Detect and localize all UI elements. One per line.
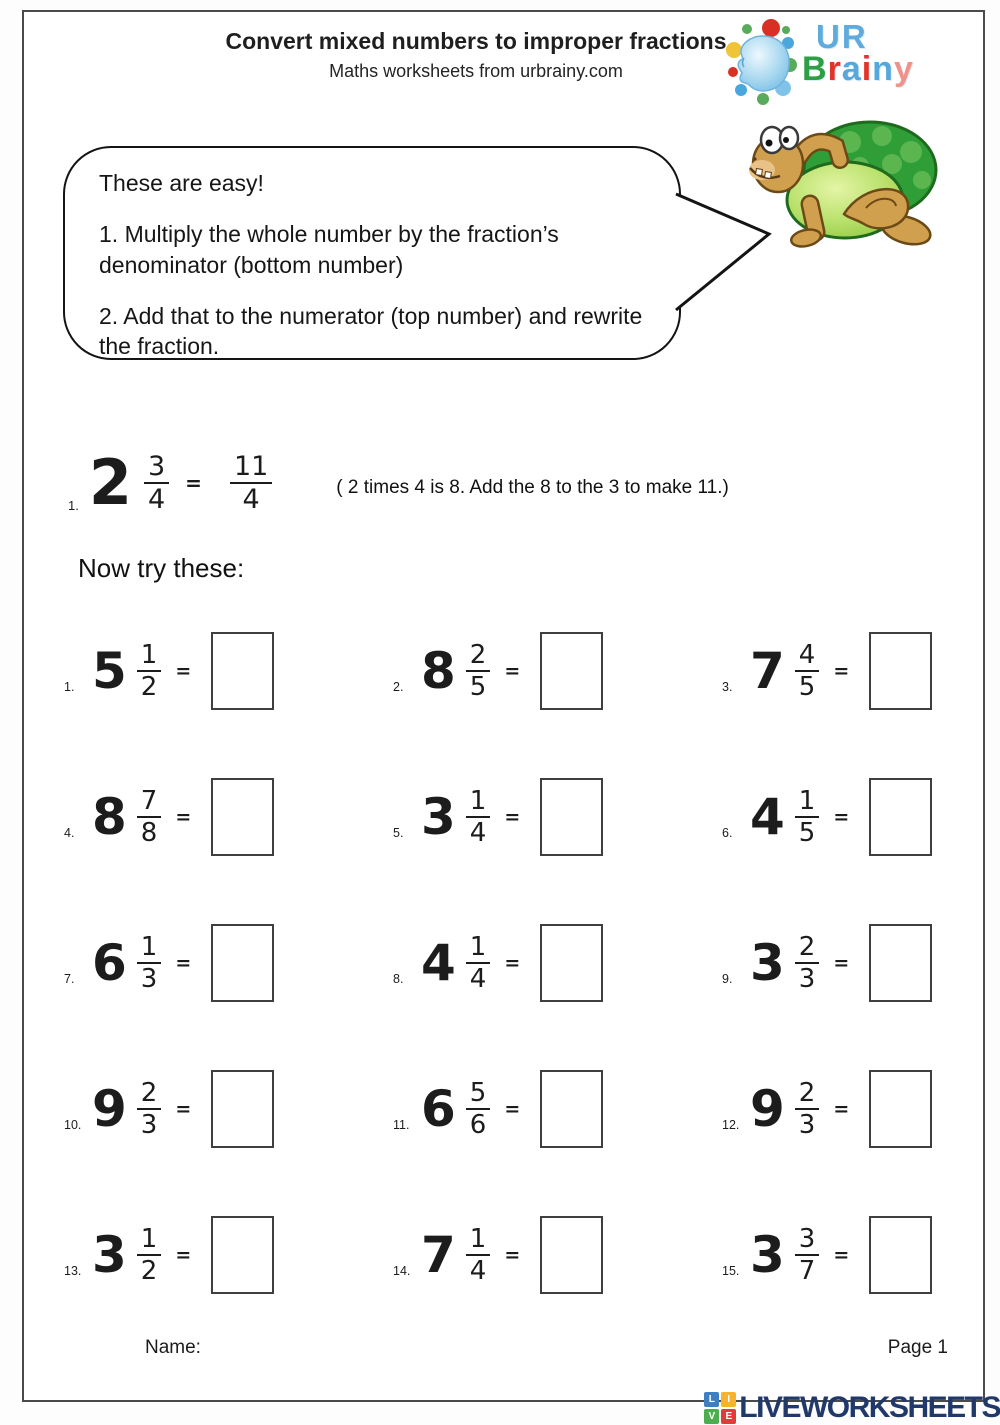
bubble-step2-text: 2. Add that to the numerator (top number) and rewrite the fraction. (99, 303, 643, 360)
equals-sign: = (504, 806, 521, 828)
problem-number: 5. (393, 826, 404, 840)
speech-bubble-tail (675, 186, 775, 318)
answer-box[interactable] (869, 778, 932, 856)
fraction-denominator: 4 (469, 1256, 487, 1286)
brand-letter: y (893, 50, 914, 88)
problem-whole-number: 9 (750, 1080, 785, 1138)
brand-letter: i (861, 50, 873, 88)
fraction-numerator: 1 (795, 788, 820, 818)
bubble-intro-text: These are easy! (99, 170, 264, 196)
problem-fraction (795, 1226, 820, 1284)
problem-number: 12. (722, 1118, 740, 1132)
page-number: Page 1 (887, 1337, 948, 1358)
problem-item (64, 778, 292, 856)
problem-number: 3. (722, 680, 733, 694)
equals-sign: = (185, 471, 202, 495)
worksheet-subtitle: Maths worksheets from urbrainy.com (329, 61, 623, 81)
equals-sign: = (175, 806, 192, 828)
fraction-numerator: 1 (466, 934, 491, 964)
brand-letter: B (802, 50, 828, 88)
equals-sign: = (833, 1098, 850, 1120)
worksheet-title: Convert mixed numbers to improper fractions (225, 28, 727, 54)
problem-whole-number: 7 (421, 1226, 456, 1284)
fraction-numerator: 1 (137, 642, 162, 672)
fraction-numerator: 2 (466, 642, 491, 672)
liveworksheets-logo (704, 1392, 1000, 1424)
problem-number: 6. (722, 826, 733, 840)
problem-whole-number: 3 (750, 934, 785, 992)
example-number: 1. (68, 498, 79, 513)
problem-whole-number: 4 (750, 788, 785, 846)
fraction-denominator: 4 (469, 964, 487, 994)
example-fraction (144, 453, 169, 513)
problem-number: 2. (393, 680, 404, 694)
fraction-numerator: 5 (466, 1080, 491, 1110)
urbrainy-logo (726, 16, 941, 114)
problem-number: 11. (393, 1118, 410, 1132)
problem-number: 13. (64, 1264, 82, 1278)
fraction-numerator: 4 (795, 642, 820, 672)
answer-box[interactable] (869, 632, 932, 710)
fraction-denominator: 4 (469, 818, 487, 848)
problem-item (393, 924, 621, 1002)
problem-item (393, 1216, 621, 1294)
answer-box[interactable] (211, 632, 274, 710)
equals-sign: = (175, 952, 192, 974)
fraction-numerator: 1 (466, 788, 491, 818)
problem-fraction (466, 934, 491, 992)
problem-whole-number: 3 (750, 1226, 785, 1284)
answer-box[interactable] (540, 632, 603, 710)
problem-whole-number: 3 (421, 788, 456, 846)
fraction-numerator: 3 (144, 453, 169, 484)
problem-number: 1. (64, 680, 75, 694)
fraction-denominator: 2 (140, 672, 158, 702)
problem-fraction (795, 642, 820, 700)
fraction-numerator: 7 (137, 788, 162, 818)
answer-box[interactable] (540, 1070, 603, 1148)
problems-grid (64, 598, 949, 1328)
problem-item (393, 778, 621, 856)
problem-whole-number: 3 (92, 1226, 127, 1284)
problem-number: 4. (64, 826, 75, 840)
equals-sign: = (175, 660, 192, 682)
problem-number: 15. (722, 1264, 740, 1278)
answer-box[interactable] (211, 1070, 274, 1148)
fraction-denominator: 4 (147, 484, 166, 515)
equals-sign: = (833, 952, 850, 974)
fraction-denominator: 5 (798, 672, 816, 702)
name-label: Name: (145, 1337, 201, 1358)
speech-bubble (63, 146, 681, 360)
problem-number: 14. (393, 1264, 411, 1278)
urbrainy-ur-text: UR (816, 18, 868, 55)
problem-fraction (137, 642, 162, 700)
equals-sign: = (175, 1098, 192, 1120)
problem-whole-number: 4 (421, 934, 456, 992)
problem-item (722, 1216, 950, 1294)
fraction-denominator: 6 (469, 1110, 487, 1140)
fraction-denominator: 8 (140, 818, 158, 848)
fraction-numerator: 2 (795, 1080, 820, 1110)
problem-item (722, 632, 950, 710)
problem-item (64, 1216, 292, 1294)
problem-fraction (795, 934, 820, 992)
equals-sign: = (833, 806, 850, 828)
problem-item (64, 632, 292, 710)
liveworksheets-squares-icon (704, 1392, 736, 1424)
problem-fraction (137, 1226, 162, 1284)
problem-whole-number: 7 (750, 642, 785, 700)
fraction-numerator: 11 (230, 453, 272, 484)
equals-sign: = (504, 1244, 521, 1266)
fraction-numerator: 1 (466, 1226, 491, 1256)
example-result-fraction (230, 453, 272, 513)
bubble-step1-text: 1. Multiply the whole number by the fraction’s denominator (bottom number) (99, 221, 559, 278)
answer-box[interactable] (211, 924, 274, 1002)
problem-fraction (795, 788, 820, 846)
equals-sign: = (504, 952, 521, 974)
equals-sign: = (175, 1244, 192, 1266)
problem-fraction (466, 788, 491, 846)
answer-box[interactable] (540, 1216, 603, 1294)
example-whole-number: 2 (88, 446, 132, 519)
fraction-denominator: 3 (798, 964, 816, 994)
equals-sign: = (833, 660, 850, 682)
problem-number: 9. (722, 972, 733, 986)
lws-square-v: V (704, 1409, 719, 1424)
lws-square-l: L (704, 1392, 719, 1407)
fraction-numerator: 2 (795, 934, 820, 964)
brand-letter: n (872, 50, 894, 88)
fraction-denominator: 5 (798, 818, 816, 848)
example-explanation: ( 2 times 4 is 8. Add the 8 to the 3 to make 11.) (336, 477, 729, 498)
problem-item (722, 1070, 950, 1148)
problem-whole-number: 9 (92, 1080, 127, 1138)
problem-fraction (137, 788, 162, 846)
problem-item (393, 632, 621, 710)
problem-fraction (137, 1080, 162, 1138)
answer-box[interactable] (540, 924, 603, 1002)
fraction-denominator: 3 (140, 964, 158, 994)
turtle-icon (748, 112, 946, 254)
problem-fraction (466, 642, 491, 700)
equals-sign: = (833, 1244, 850, 1266)
liveworksheets-wordmark: LIVEWORKSHEETS (739, 1391, 1000, 1424)
urbrainy-brainy-text (802, 52, 914, 86)
fraction-denominator: 5 (469, 672, 487, 702)
answer-box[interactable] (869, 924, 932, 1002)
brain-head-icon (726, 18, 798, 106)
answer-box[interactable] (211, 1216, 274, 1294)
fraction-numerator: 1 (137, 1226, 162, 1256)
fraction-denominator: 3 (798, 1110, 816, 1140)
brand-letter: r (827, 50, 842, 88)
fraction-numerator: 3 (795, 1226, 820, 1256)
problem-number: 10. (64, 1118, 82, 1132)
fraction-denominator: 4 (242, 484, 260, 515)
answer-box[interactable] (540, 778, 603, 856)
equals-sign: = (504, 660, 521, 682)
problem-item (64, 924, 292, 1002)
problem-fraction (466, 1226, 491, 1284)
problem-item (64, 1070, 292, 1148)
problem-whole-number: 6 (92, 934, 127, 992)
fraction-numerator: 1 (137, 934, 162, 964)
fraction-denominator: 3 (140, 1110, 158, 1140)
problem-number: 7. (64, 972, 75, 986)
example-problem (68, 443, 729, 523)
problem-fraction (795, 1080, 820, 1138)
fraction-denominator: 2 (140, 1256, 158, 1286)
problem-item (393, 1070, 621, 1148)
brand-letter: a (841, 50, 862, 88)
problem-whole-number: 8 (421, 642, 456, 700)
problem-whole-number: 8 (92, 788, 127, 846)
lws-square-e: E (721, 1409, 736, 1424)
prompt-text: Now try these: (78, 553, 245, 583)
problem-number: 8. (393, 972, 404, 986)
answer-box[interactable] (211, 778, 274, 856)
answer-box[interactable] (869, 1070, 932, 1148)
fraction-numerator: 2 (137, 1080, 162, 1110)
problem-fraction (137, 934, 162, 992)
lws-square-i: I (721, 1392, 736, 1407)
problem-fraction (466, 1080, 491, 1138)
fraction-denominator: 7 (798, 1256, 816, 1286)
answer-box[interactable] (869, 1216, 932, 1294)
problem-item (722, 778, 950, 856)
problem-item (722, 924, 950, 1002)
problem-whole-number: 5 (92, 642, 127, 700)
problem-whole-number: 6 (421, 1080, 456, 1138)
equals-sign: = (504, 1098, 521, 1120)
